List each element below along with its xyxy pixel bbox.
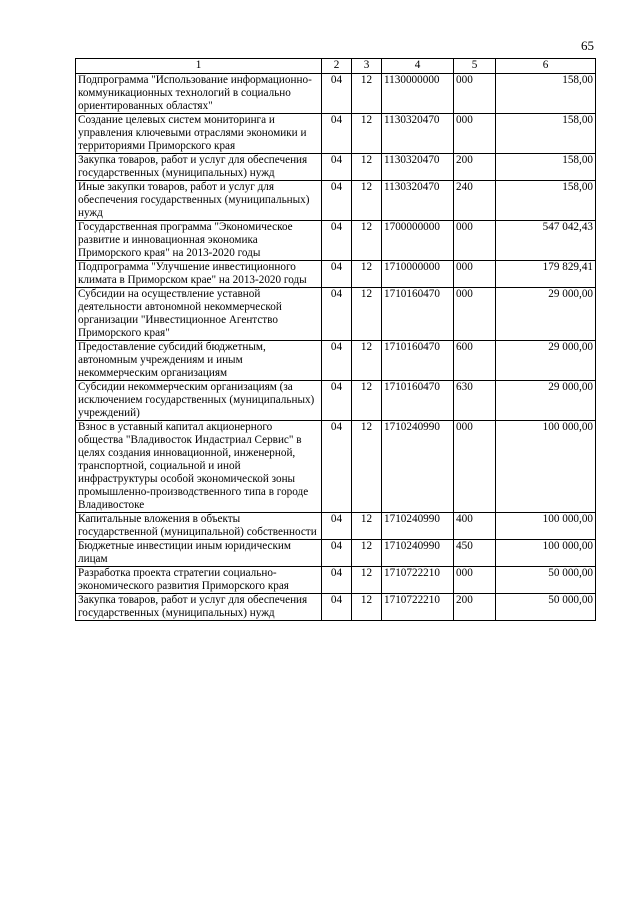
header-col-5: 5 <box>454 59 496 74</box>
row-target: 1710240990 <box>382 540 454 567</box>
row-target: 1130320470 <box>382 154 454 181</box>
row-target: 1130320470 <box>382 114 454 154</box>
row-name: Закупка товаров, работ и услуг для обеспечения государственных (муниципальных) нужд <box>76 154 322 181</box>
header-col-2: 2 <box>322 59 352 74</box>
row-type: 000 <box>454 221 496 261</box>
row-target: 1130320470 <box>382 181 454 221</box>
row-name: Бюджетные инвестиции иным юридическим лицам <box>76 540 322 567</box>
row-type: 240 <box>454 181 496 221</box>
table-row <box>76 114 596 154</box>
row-section: 04 <box>322 261 352 288</box>
row-section: 04 <box>322 381 352 421</box>
row-sum: 29 000,00 <box>496 381 596 421</box>
row-sum: 547 042,43 <box>496 221 596 261</box>
row-type: 000 <box>454 421 496 513</box>
row-target: 1700000000 <box>382 221 454 261</box>
row-subsection: 12 <box>352 513 382 540</box>
row-target: 1710722210 <box>382 594 454 621</box>
row-type: 000 <box>454 261 496 288</box>
table-row <box>76 261 596 288</box>
row-subsection: 12 <box>352 261 382 288</box>
row-subsection: 12 <box>352 154 382 181</box>
row-name: Создание целевых систем мониторинга и управления ключевыми отраслями экономики и территориями Приморского края <box>76 114 322 154</box>
row-name: Иные закупки товаров, работ и услуг для обеспечения государственных (муниципальных) нужд <box>76 181 322 221</box>
row-subsection: 12 <box>352 540 382 567</box>
row-sum: 29 000,00 <box>496 288 596 341</box>
table-row <box>76 421 596 513</box>
row-subsection: 12 <box>352 114 382 154</box>
row-subsection: 12 <box>352 221 382 261</box>
row-name: Капитальные вложения в объекты государственной (муниципальной) собственности <box>76 513 322 540</box>
row-sum: 50 000,00 <box>496 594 596 621</box>
row-sum: 158,00 <box>496 154 596 181</box>
row-name: Государственная программа "Экономическое развитие и инновационная экономика Приморского края" на 2013-2020 годы <box>76 221 322 261</box>
row-target: 1710240990 <box>382 421 454 513</box>
row-section: 04 <box>322 288 352 341</box>
table-row <box>76 567 596 594</box>
table-row <box>76 154 596 181</box>
row-section: 04 <box>322 513 352 540</box>
table-row <box>76 181 596 221</box>
row-subsection: 12 <box>352 181 382 221</box>
page-number: 65 <box>581 38 594 53</box>
row-sum: 50 000,00 <box>496 567 596 594</box>
row-name: Подпрограмма "Улучшение инвестиционного климата в Приморском крае" на 2013-2020 годы <box>76 261 322 288</box>
row-section: 04 <box>322 114 352 154</box>
row-name: Подпрограмма "Использование информационно-коммуникационных технологий в социально ориентированных областях" <box>76 74 322 114</box>
table-row <box>76 594 596 621</box>
row-subsection: 12 <box>352 288 382 341</box>
row-section: 04 <box>322 181 352 221</box>
row-sum: 100 000,00 <box>496 421 596 513</box>
table-row <box>76 381 596 421</box>
row-sum: 158,00 <box>496 74 596 114</box>
row-target: 1130000000 <box>382 74 454 114</box>
header-col-1: 1 <box>76 59 322 74</box>
row-name: Разработка проекта стратегии социально-экономического развития Приморского края <box>76 567 322 594</box>
budget-table <box>75 58 596 621</box>
row-name: Взнос в уставный капитал акционерного общества "Владивосток Индастриал Сервис" в целях создания инновационной, инженерной, транспортной, социальной и иной инфраструктуры особой экономической зоны промышленно-производственного типа в городе Владивостоке <box>76 421 322 513</box>
row-target: 1710240990 <box>382 513 454 540</box>
row-section: 04 <box>322 74 352 114</box>
row-subsection: 12 <box>352 594 382 621</box>
row-name: Закупка товаров, работ и услуг для обеспечения государственных (муниципальных) нужд <box>76 594 322 621</box>
table-row <box>76 74 596 114</box>
row-type: 000 <box>454 288 496 341</box>
row-section: 04 <box>322 154 352 181</box>
row-subsection: 12 <box>352 74 382 114</box>
header-col-6: 6 <box>496 59 596 74</box>
row-sum: 100 000,00 <box>496 513 596 540</box>
row-subsection: 12 <box>352 421 382 513</box>
table-row <box>76 341 596 381</box>
row-target: 1710160470 <box>382 381 454 421</box>
row-name: Предоставление субсидий бюджетным, автономным учреждениям и иным некоммерческим организациям <box>76 341 322 381</box>
table-header-row <box>76 59 596 74</box>
row-type: 450 <box>454 540 496 567</box>
table-row <box>76 288 596 341</box>
header-col-4: 4 <box>382 59 454 74</box>
row-type: 000 <box>454 74 496 114</box>
table-row <box>76 221 596 261</box>
row-section: 04 <box>322 567 352 594</box>
row-sum: 158,00 <box>496 181 596 221</box>
row-type: 400 <box>454 513 496 540</box>
row-type: 200 <box>454 154 496 181</box>
table-row <box>76 540 596 567</box>
row-type: 200 <box>454 594 496 621</box>
row-subsection: 12 <box>352 341 382 381</box>
row-sum: 100 000,00 <box>496 540 596 567</box>
row-type: 630 <box>454 381 496 421</box>
row-sum: 179 829,41 <box>496 261 596 288</box>
row-type: 600 <box>454 341 496 381</box>
row-subsection: 12 <box>352 567 382 594</box>
header-col-3: 3 <box>352 59 382 74</box>
row-type: 000 <box>454 114 496 154</box>
row-section: 04 <box>322 341 352 381</box>
row-section: 04 <box>322 421 352 513</box>
row-subsection: 12 <box>352 381 382 421</box>
row-sum: 158,00 <box>496 114 596 154</box>
row-section: 04 <box>322 594 352 621</box>
row-section: 04 <box>322 540 352 567</box>
row-section: 04 <box>322 221 352 261</box>
row-target: 1710722210 <box>382 567 454 594</box>
row-target: 1710160470 <box>382 288 454 341</box>
row-sum: 29 000,00 <box>496 341 596 381</box>
table-row <box>76 513 596 540</box>
row-type: 000 <box>454 567 496 594</box>
row-target: 1710000000 <box>382 261 454 288</box>
row-name: Субсидии некоммерческим организациям (за исключением государственных (муниципальных) учреждений) <box>76 381 322 421</box>
row-name: Субсидии на осуществление уставной деятельности автономной некоммерческой организации "Инвестиционное Агентство Приморского края" <box>76 288 322 341</box>
row-target: 1710160470 <box>382 341 454 381</box>
